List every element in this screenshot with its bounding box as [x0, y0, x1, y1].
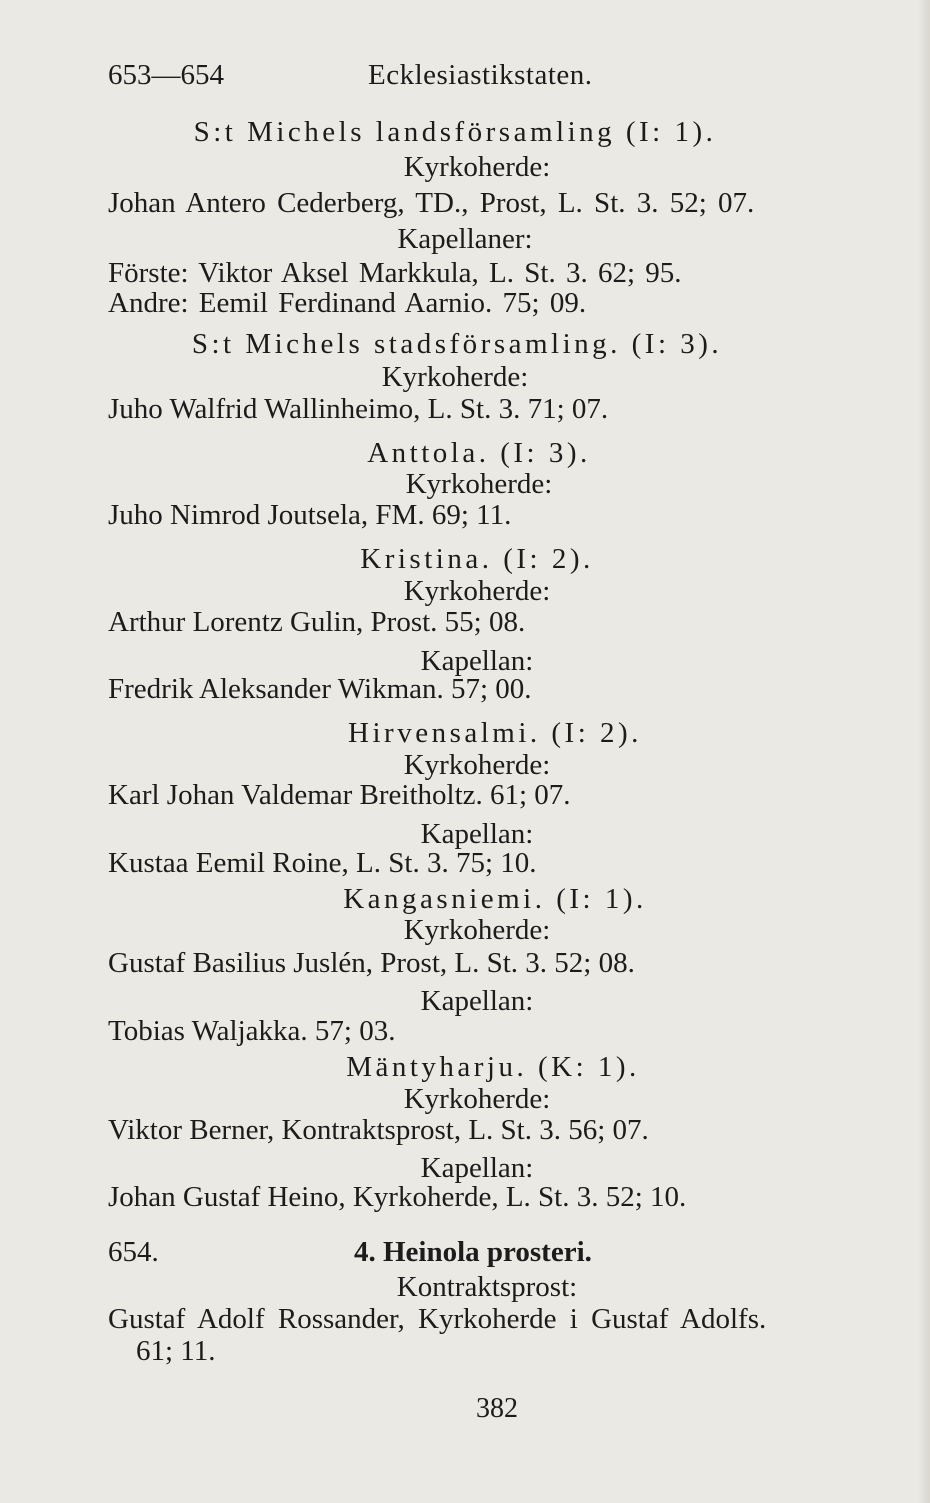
role-heading: Kyrkoherde:: [405, 468, 553, 500]
entry-line: Fredrik Aleksander Wikman. 57; 00.: [108, 673, 532, 705]
entry-line: Viktor Berner, Kontraktsprost, L. St. 3. 56; 07.: [108, 1114, 649, 1146]
role-heading: Kapellan:: [420, 645, 534, 677]
role-heading: Kapellan:: [420, 985, 534, 1017]
role-heading: Kyrkoherde:: [403, 914, 551, 946]
page-number: 382: [476, 1393, 518, 1424]
entry-line: Johan Antero Cederberg, TD., Prost, L. St. 3. 52; 07.: [108, 187, 755, 219]
parish-heading: Kristina. (I: 2).: [360, 543, 594, 575]
page-edge-shadow: [918, 0, 930, 1503]
role-heading: Kyrkoherde:: [403, 749, 551, 781]
parish-heading: Anttola. (I: 3).: [367, 437, 591, 469]
entry-line: Gustaf Adolf Rossander, Kyrkoherde i Gustaf Adolfs.: [108, 1303, 767, 1335]
role-heading: Kyrkoherde:: [403, 575, 551, 607]
role-heading: Kapellaner:: [397, 223, 533, 255]
parish-heading: Hirvensalmi. (I: 2).: [348, 717, 642, 749]
role-heading: Kapellan:: [420, 1152, 534, 1184]
role-heading: Kyrkoherde:: [381, 361, 529, 393]
role-heading: Kapellan:: [420, 818, 534, 850]
running-title: Ecklesiastikstaten.: [368, 59, 593, 91]
parish-heading: Kangasniemi. (I: 1).: [343, 883, 647, 915]
entry-line: Kustaa Eemil Roine, L. St. 3. 75; 10.: [108, 847, 537, 879]
parish-heading: S:t Michels stadsförsamling. (I: 3).: [191, 328, 723, 360]
role-heading: Kyrkoherde:: [403, 151, 551, 183]
role-heading: Kyrkoherde:: [403, 1083, 551, 1115]
entry-line: Andre: Eemil Ferdinand Aarnio. 75; 09.: [108, 287, 587, 319]
entry-line: Juho Nimrod Joutsela, FM. 69; 11.: [108, 499, 512, 531]
section-title: 4. Heinola prosteri.: [354, 1236, 592, 1268]
section-number: 654.: [108, 1236, 159, 1268]
entry-line: Johan Gustaf Heino, Kyrkoherde, L. St. 3. 52; 10.: [108, 1181, 687, 1213]
entry-line: Tobias Waljakka. 57; 03.: [108, 1015, 396, 1047]
entry-line: Juho Walfrid Wallinheimo, L. St. 3. 71; 07.: [108, 393, 609, 425]
page-range: 653—654: [108, 59, 224, 91]
role-heading: Kontraktsprost:: [396, 1271, 578, 1303]
entry-line: Förste: Viktor Aksel Markkula, L. St. 3. 62; 95.: [108, 257, 682, 289]
parish-heading: S:t Michels landsförsamling (I: 1).: [193, 116, 717, 148]
entry-line: Karl Johan Valdemar Breitholtz. 61; 07.: [108, 779, 571, 811]
entry-line: Arthur Lorentz Gulin, Prost. 55; 08.: [108, 606, 526, 638]
entry-line: 61; 11.: [136, 1335, 216, 1367]
entry-line: Gustaf Basilius Juslén, Prost, L. St. 3. 52; 08.: [108, 947, 635, 979]
parish-heading: Mäntyharju. (K: 1).: [346, 1051, 640, 1083]
